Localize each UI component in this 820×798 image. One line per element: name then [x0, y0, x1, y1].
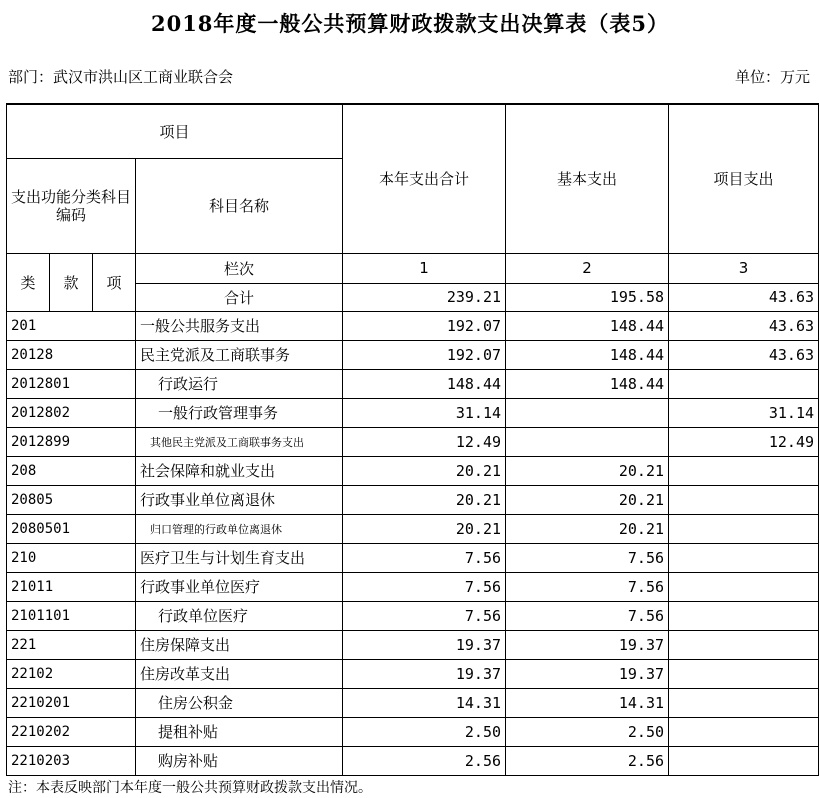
total-basic: 195.58	[506, 283, 669, 311]
row-project: 43.63	[669, 340, 819, 369]
header-item: 项目	[7, 104, 343, 158]
row-total: 2.56	[343, 746, 506, 775]
row-total: 20.21	[343, 485, 506, 514]
row-name: 行政事业单位离退休	[136, 485, 343, 514]
header-row-1	[7, 104, 819, 158]
row-total: 20.21	[343, 456, 506, 485]
row-total: 7.56	[343, 572, 506, 601]
row-name: 购房补贴	[136, 746, 343, 775]
row-name: 社会保障和就业支出	[136, 456, 343, 485]
table-row	[7, 543, 819, 572]
header-project: 项目支出	[669, 104, 819, 253]
row-name: 一般公共服务支出	[136, 311, 343, 340]
row-code: 2101101	[7, 601, 136, 630]
department-label: 部门：武汉市洪山区工商业联合会	[8, 68, 234, 86]
row-code: 2012802	[7, 398, 136, 427]
row-basic: 148.44	[506, 340, 669, 369]
row-total: 7.56	[343, 543, 506, 572]
row-total: 12.49	[343, 427, 506, 456]
header-lei: 类	[7, 253, 50, 311]
table-row	[7, 340, 819, 369]
row-basic	[506, 427, 669, 456]
row-name: 行政单位医疗	[136, 601, 343, 630]
row-code: 2080501	[7, 514, 136, 543]
row-total: 192.07	[343, 340, 506, 369]
table-row	[7, 659, 819, 688]
table-row	[7, 398, 819, 427]
header-row-3	[7, 253, 819, 283]
row-basic: 148.44	[506, 311, 669, 340]
header-name: 科目名称	[136, 158, 343, 253]
row-code: 2210201	[7, 688, 136, 717]
row-basic	[506, 398, 669, 427]
row-name: 其他民主党派及工商联事务支出	[136, 427, 343, 456]
row-code: 208	[7, 456, 136, 485]
table-row	[7, 369, 819, 398]
header-lanci: 栏次	[136, 253, 343, 283]
row-project	[669, 514, 819, 543]
row-basic: 14.31	[506, 688, 669, 717]
row-basic: 7.56	[506, 572, 669, 601]
header-col2: 2	[506, 253, 669, 283]
row-total: 148.44	[343, 369, 506, 398]
row-name: 住房保障支出	[136, 630, 343, 659]
row-name: 提租补贴	[136, 717, 343, 746]
row-name: 行政运行	[136, 369, 343, 398]
row-total: 14.31	[343, 688, 506, 717]
row-total: 31.14	[343, 398, 506, 427]
row-total: 19.37	[343, 659, 506, 688]
header-kuan: 款	[50, 253, 93, 311]
row-project	[669, 746, 819, 775]
table-row	[7, 746, 819, 775]
row-name: 住房改革支出	[136, 659, 343, 688]
row-code: 20805	[7, 485, 136, 514]
table-row	[7, 717, 819, 746]
row-code: 210	[7, 543, 136, 572]
row-total: 192.07	[343, 311, 506, 340]
row-code: 22102	[7, 659, 136, 688]
row-code: 2012801	[7, 369, 136, 398]
row-name: 医疗卫生与计划生育支出	[136, 543, 343, 572]
row-project	[669, 543, 819, 572]
row-code: 2012899	[7, 427, 136, 456]
table-row	[7, 514, 819, 543]
row-project	[669, 601, 819, 630]
total-project: 43.63	[669, 283, 819, 311]
row-code: 221	[7, 630, 136, 659]
row-total: 2.50	[343, 717, 506, 746]
row-project	[669, 485, 819, 514]
row-project: 31.14	[669, 398, 819, 427]
unit-label: 单位：万元	[734, 68, 810, 86]
header-basic: 基本支出	[506, 104, 669, 253]
row-project	[669, 572, 819, 601]
header-total: 本年支出合计	[343, 104, 506, 253]
row-basic: 2.56	[506, 746, 669, 775]
row-name: 一般行政管理事务	[136, 398, 343, 427]
table-row	[7, 572, 819, 601]
table-row	[7, 311, 819, 340]
row-basic: 148.44	[506, 369, 669, 398]
row-project	[669, 456, 819, 485]
row-code: 2210202	[7, 717, 136, 746]
budget-table	[6, 103, 819, 776]
row-basic: 2.50	[506, 717, 669, 746]
row-basic: 20.21	[506, 485, 669, 514]
table-row	[7, 630, 819, 659]
row-name: 住房公积金	[136, 688, 343, 717]
table-row	[7, 427, 819, 456]
row-basic: 19.37	[506, 659, 669, 688]
page-title: 2018年度一般公共预算财政拨款支出决算表（表5）	[150, 11, 670, 36]
row-name: 归口管理的行政单位离退休	[136, 514, 343, 543]
total-label: 合计	[136, 283, 343, 311]
row-basic: 7.56	[506, 543, 669, 572]
row-code: 21011	[7, 572, 136, 601]
header-xiang: 项	[93, 253, 136, 311]
total-total: 239.21	[343, 283, 506, 311]
table-row	[7, 456, 819, 485]
header-col1: 1	[343, 253, 506, 283]
row-name: 行政事业单位医疗	[136, 572, 343, 601]
row-project	[669, 659, 819, 688]
row-code: 20128	[7, 340, 136, 369]
row-basic: 19.37	[506, 630, 669, 659]
row-total: 20.21	[343, 514, 506, 543]
row-project	[669, 717, 819, 746]
row-total: 7.56	[343, 601, 506, 630]
table-row	[7, 688, 819, 717]
row-basic: 20.21	[506, 514, 669, 543]
row-project	[669, 630, 819, 659]
header-code-group: 支出功能分类科目编码	[7, 158, 136, 253]
row-code: 2210203	[7, 746, 136, 775]
row-code: 201	[7, 311, 136, 340]
footnote: 注：本表反映部门本年度一般公共预算财政拨款支出情况。	[8, 780, 372, 796]
row-name: 民主党派及工商联事务	[136, 340, 343, 369]
row-project: 43.63	[669, 311, 819, 340]
row-project	[669, 688, 819, 717]
table-row	[7, 485, 819, 514]
row-basic: 20.21	[506, 456, 669, 485]
row-basic: 7.56	[506, 601, 669, 630]
row-total: 19.37	[343, 630, 506, 659]
table-row	[7, 601, 819, 630]
header-col3: 3	[669, 253, 819, 283]
row-project: 12.49	[669, 427, 819, 456]
row-project	[669, 369, 819, 398]
